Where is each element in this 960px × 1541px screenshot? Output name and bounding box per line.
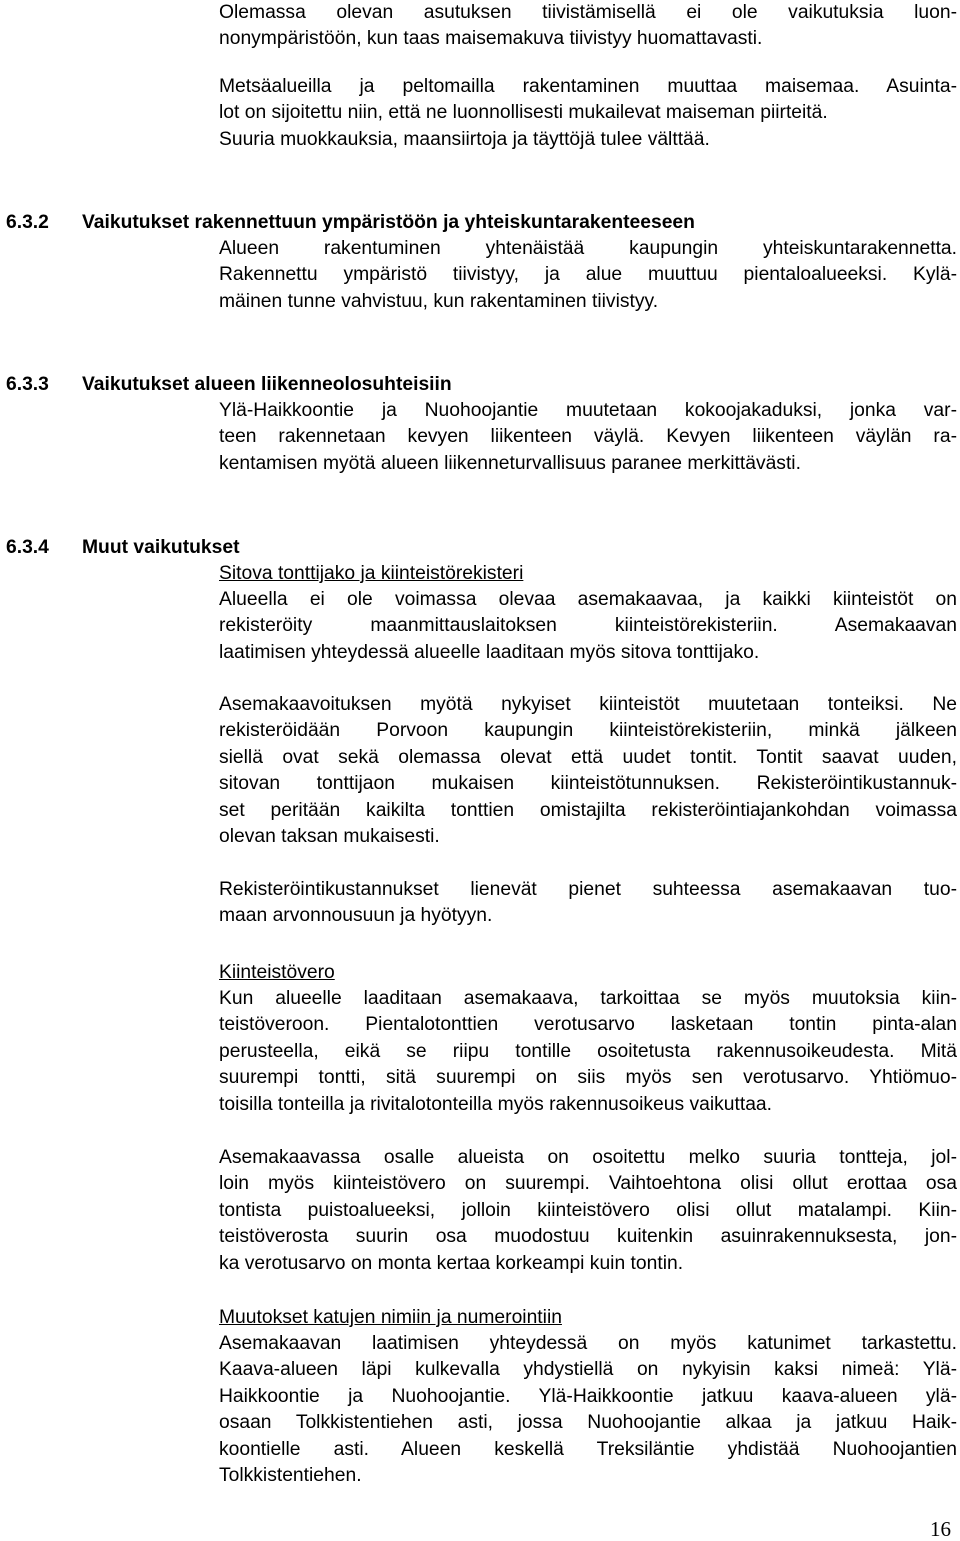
text-line: suurempi tontti, sitä suurempi on siis myös sen verotusarvo. Yhtiömuo- bbox=[219, 1067, 957, 1089]
section-number: 6.3.2 bbox=[6, 212, 49, 233]
page-number: 16 bbox=[930, 1517, 951, 1541]
text-line: set peritään kaikilta tonttien omistajilta rekisteröintiajankohdan voimassa bbox=[219, 799, 957, 821]
section-paragraph bbox=[219, 986, 957, 1118]
section-paragraph bbox=[219, 398, 957, 477]
text-line: Rakennettu ympäristö tiivistyy, ja alue muuttuu pientaloalueeksi. Kylä- bbox=[219, 264, 957, 286]
section-number: 6.3.3 bbox=[6, 374, 49, 395]
section-heading: Muut vaikutukset bbox=[82, 537, 240, 558]
section-number: 6.3.4 bbox=[6, 537, 49, 558]
section-heading: Vaikutukset rakennettuun ympäristöön ja yhteiskuntarakenteeseen bbox=[82, 212, 695, 233]
text-line: osaan Tolkkistentiehen asti, jossa Nuohoojantie alkaa ja jatkuu Haik- bbox=[219, 1412, 957, 1434]
section-paragraph bbox=[219, 587, 957, 666]
section-paragraph bbox=[219, 1145, 957, 1277]
text-line: koontielle asti. Alueen keskellä Treksiläntie yhdistää Nuohoojantien bbox=[219, 1438, 957, 1460]
section-paragraph bbox=[219, 1331, 957, 1489]
intro-paragraph-2 bbox=[219, 74, 957, 153]
text-line: tontista puistoalueeksi, jolloin kiinteistövero olisi ollut matalampi. Kiin- bbox=[219, 1199, 957, 1221]
subheading-sitova-tonttijako: Sitova tonttijako ja kiinteistörekisteri bbox=[219, 563, 524, 584]
text-line: mäinen tunne vahvistuu, kun rakentaminen tiivistyy. bbox=[219, 290, 659, 312]
text-line: maan arvonnousuun ja hyötyyn. bbox=[219, 905, 493, 927]
text-line: laatimisen yhteydessä alueelle laaditaan myös sitova tonttijako. bbox=[219, 641, 760, 663]
section-paragraph bbox=[219, 877, 957, 930]
section-paragraph bbox=[219, 692, 957, 850]
section-paragraph bbox=[219, 236, 957, 315]
text-line: rekisteröidään Porvoon kaupungin kiinteistörekisteriin, minkä jälkeen bbox=[219, 720, 957, 742]
text-line: teistöveroon. Pientalotonttien verotusarvo lasketaan tontin pinta-alan bbox=[219, 1014, 957, 1036]
text-line: Asemakaavoituksen myötä nykyiset kiinteistöt muutetaan tonteiksi. Ne bbox=[219, 694, 957, 715]
text-line: sitovan tonttijaon mukaisen kiinteistötunnuksen. Rekisteröintikustannuk- bbox=[219, 773, 957, 795]
text-line: nonympäristöön, kun taas maisemakuva tiivistyy huomattavasti. bbox=[219, 28, 763, 50]
text-line: ka verotusarvo on monta kertaa korkeampi kuin tontin. bbox=[219, 1252, 684, 1274]
text-line: Tolkkistentiehen. bbox=[219, 1465, 362, 1487]
text-line: Asemakaavassa osalle alueista on osoitettu melko suuria tontteja, jol- bbox=[219, 1147, 957, 1168]
text-line: Ylä-Haikkoontie ja Nuohoojantie muutetaan kokoojakaduksi, jonka var- bbox=[219, 400, 957, 421]
text-line: Kun alueelle laaditaan asemakaava, tarkoittaa se myös muutoksia kiin- bbox=[219, 988, 957, 1009]
text-line: kentamisen myötä alueen liikenneturvallisuus paranee merkittävästi. bbox=[219, 452, 801, 474]
text-line: Alueen rakentuminen yhtenäistää kaupungin yhteiskuntarakennetta. bbox=[219, 238, 957, 259]
text-line: teen rakennetaan kevyen liikenteen väylä. Kevyen liikenteen väylän ra- bbox=[219, 426, 957, 448]
text-line: siellä ovat sekä olemassa olevat että uudet tontit. Tontit saavat uuden, bbox=[219, 746, 957, 768]
subheading-kiinteistovero: Kiinteistövero bbox=[219, 962, 335, 983]
section-heading: Vaikutukset alueen liikenneolosuhteisiin bbox=[82, 374, 452, 395]
text-line: toisilla tonteilla ja rivitalotonteilla myös rakennusoikeus vaikuttaa. bbox=[219, 1093, 773, 1115]
text-line: rekisteröity maanmittauslaitoksen kiinteistörekisteriin. Asemakaavan bbox=[219, 615, 957, 637]
subheading-katujen-nimet: Muutokset katujen nimiin ja numerointiin bbox=[219, 1307, 562, 1328]
text-line: Kaava-alueen läpi kulkevalla yhdystiellä on nykyisin kaksi nimeä: Ylä- bbox=[219, 1359, 957, 1381]
text-line: perusteella, eikä se riipu tontille osoitetusta rakennusoikeudesta. Mitä bbox=[219, 1040, 957, 1062]
text-line: loin myös kiinteistövero on suurempi. Vaihtoehtona olisi ollut erottaa osa bbox=[219, 1173, 957, 1195]
text-line: teistöverosta suurin osa muodostuu kuitenkin asuinrakennuksesta, jon- bbox=[219, 1226, 957, 1248]
text-line: Olemassa olevan asutuksen tiivistämisellä ei ole vaikutuksia luon- bbox=[219, 2, 957, 23]
intro-paragraph-1 bbox=[219, 0, 957, 53]
text-line: lot on sijoitettu niin, että ne luonnollisesti mukailevat maiseman piirteitä. bbox=[219, 102, 828, 124]
text-line: olevan taksan mukaisesti. bbox=[219, 826, 440, 848]
text-line: Suuria muokkauksia, maansiirtoja ja täyttöjä tulee välttää. bbox=[219, 128, 710, 150]
text-line: Asemakaavan laatimisen yhteydessä on myös katunimet tarkastettu. bbox=[219, 1333, 957, 1354]
text-line: Rekisteröintikustannukset lienevät pienet suhteessa asemakaavan tuo- bbox=[219, 879, 957, 900]
text-line: Haikkoontie ja Nuohoojantie. Ylä-Haikkoontie jatkuu kaava-alueen ylä- bbox=[219, 1385, 957, 1407]
text-line: Metsäalueilla ja peltomailla rakentaminen muuttaa maisemaa. Asuinta- bbox=[219, 76, 957, 97]
text-line: Alueella ei ole voimassa olevaa asemakaavaa, ja kaikki kiinteistöt on bbox=[219, 589, 957, 610]
